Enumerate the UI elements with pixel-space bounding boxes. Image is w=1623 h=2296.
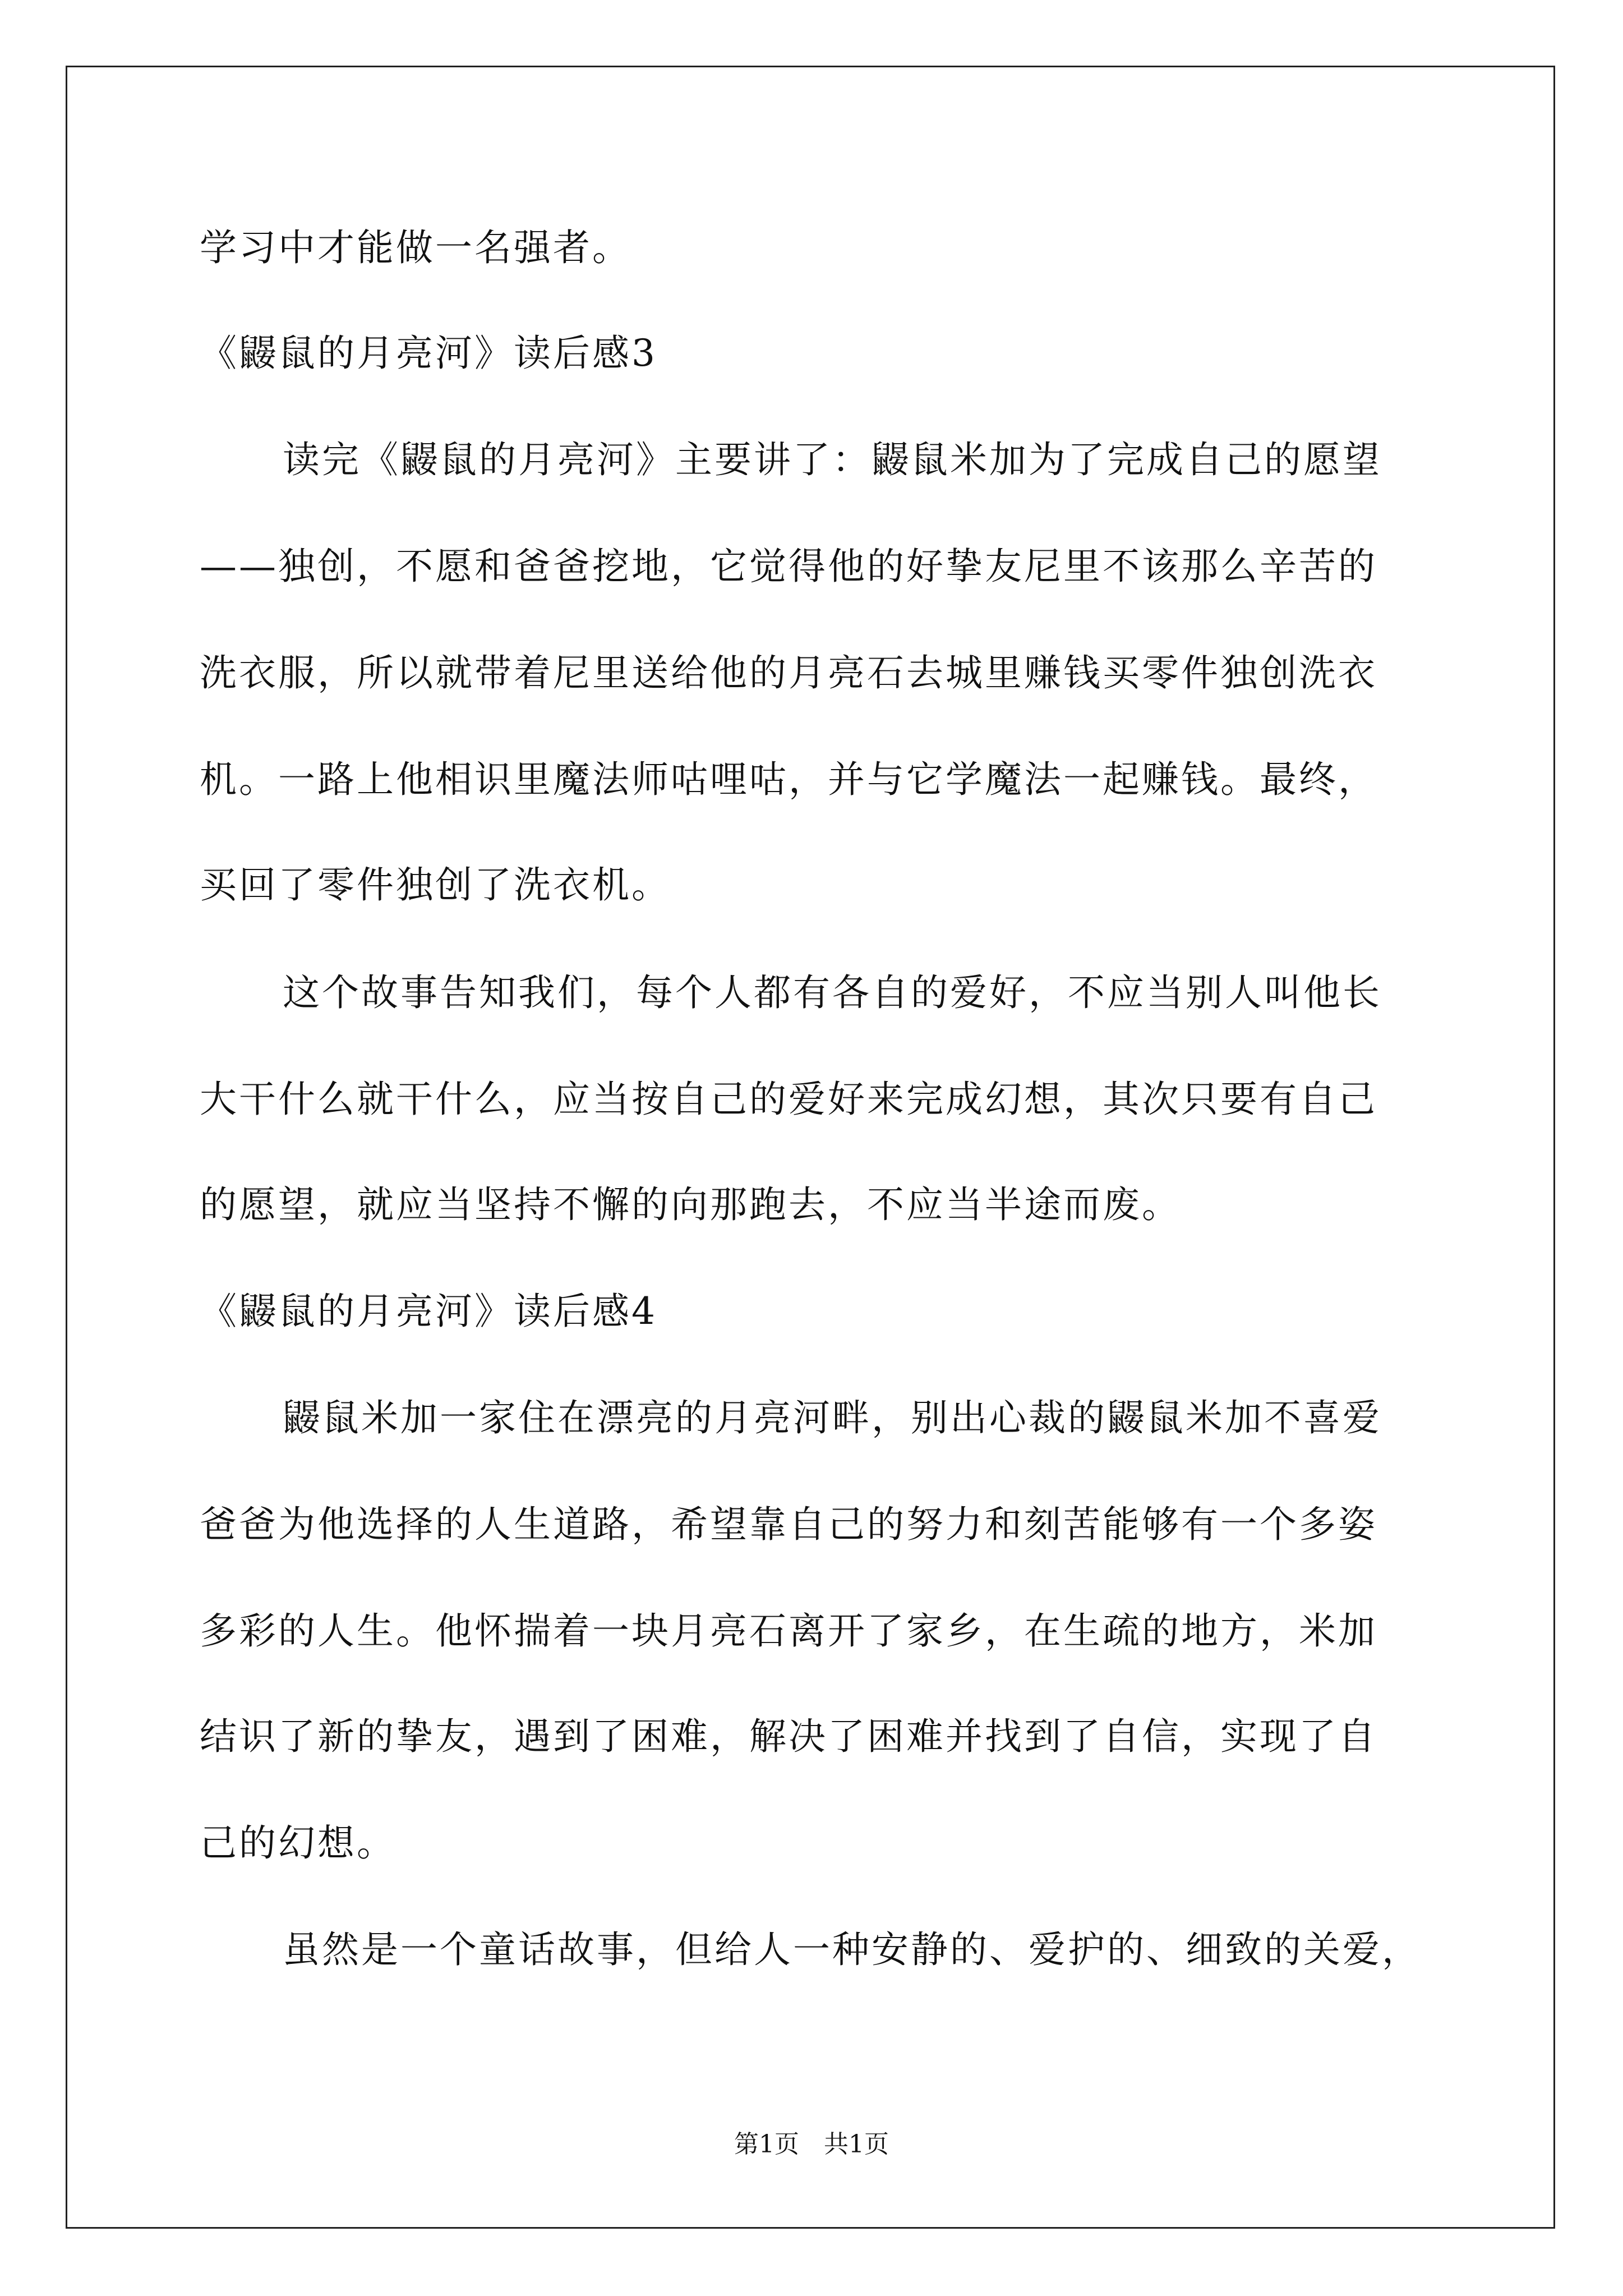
page-border: [66, 66, 1555, 2229]
text-line: 买回了零件独创了洗衣机。: [200, 863, 671, 907]
section-title: 《鼹鼠的月亮河》读后感4: [200, 1290, 657, 1333]
text-line: 鼹鼠米加一家住在漂亮的月亮河畔，别出心裁的鼹鼠米加不喜爱: [283, 1396, 1382, 1439]
text-line: 虽然是一个童话故事，但给人一种安静的、爱护的、细致的关爱，: [283, 1928, 1421, 1971]
text-line: 己的幻想。: [200, 1821, 396, 1865]
text-line: 的愿望，就应当坚持不懈的向那跑去，不应当半途而废。: [200, 1183, 1181, 1226]
text-line: 机。一路上他相识里魔法师咕哩咕，并与它学魔法一起赚钱。最终，: [200, 758, 1377, 801]
text-line: 结识了新的挚友，遇到了困难，解决了困难并找到了自信，实现了自: [200, 1715, 1377, 1758]
text-line: 洗衣服，所以就带着尼里送给他的月亮石去城里赚钱买零件独创洗衣: [200, 651, 1377, 694]
text-line: 学习中才能做一名强者。: [200, 226, 631, 269]
text-line: 这个故事告知我们，每个人都有各自的爱好，不应当别人叫他长: [283, 971, 1382, 1014]
section-title: 《鼹鼠的月亮河》读后感3: [200, 332, 657, 375]
page-footer: 第1页 共1页: [734, 2130, 889, 2159]
text-line: 多彩的人生。他怀揣着一块月亮石离开了家乡，在生疏的地方，米加: [200, 1609, 1377, 1653]
text-line: ——独创，不愿和爸爸挖地，它觉得他的好挚友尼里不该那么辛苦的: [200, 545, 1377, 588]
text-line: 爸爸为他选择的人生道路，希望靠自己的努力和刻苦能够有一个多姿: [200, 1503, 1377, 1546]
text-line: 读完《鼹鼠的月亮河》主要讲了：鼹鼠米加为了完成自己的愿望: [283, 438, 1382, 481]
text-line: 大干什么就干什么，应当按自己的爱好来完成幻想，其次只要有自己: [200, 1078, 1377, 1121]
